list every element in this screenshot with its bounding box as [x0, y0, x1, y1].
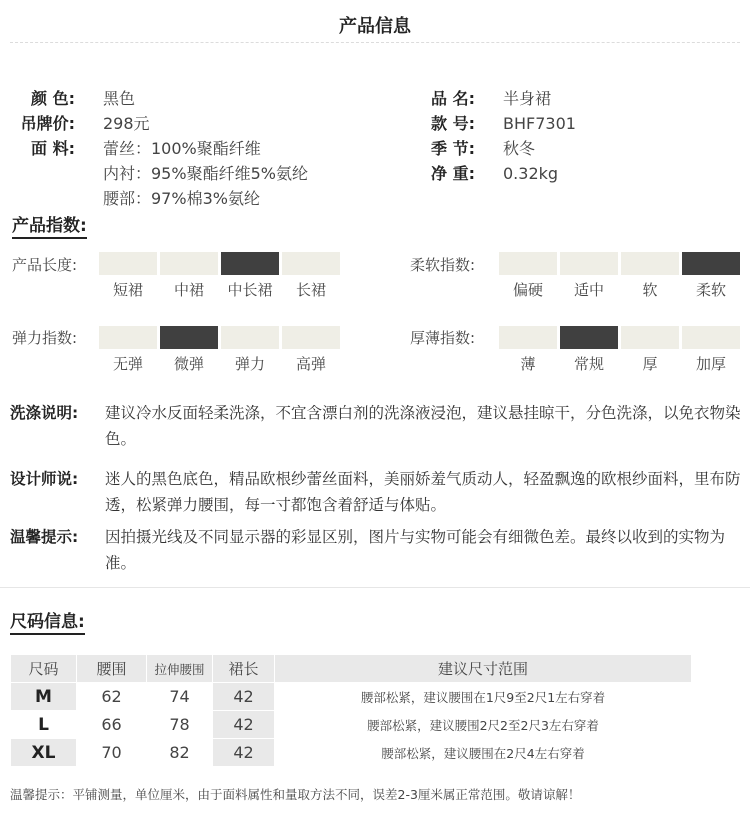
header-stretch-waist: 拉伸腰围	[147, 655, 213, 683]
fabric-line-waist: 腰部：97%棉3%氨纶	[103, 189, 260, 208]
style-no-label: 款 号:	[431, 114, 475, 133]
size-title: 尺码信息:	[10, 607, 85, 635]
size-footnote: 温馨提示：平铺测量，单位厘米，由于面料属性和量取方法不同，误差2-3厘米属正常范围。敬请谅解！	[10, 787, 581, 802]
length-box-4	[282, 252, 340, 275]
fabric-line-lace: 蕾丝：100%聚酯纤维	[103, 139, 261, 158]
tips-text: 因拍摄光线及不同显示器的彩显区别，图片与实物可能会有细微色差。最终以收到的实物为准。	[105, 528, 726, 572]
softness-box-3	[621, 252, 679, 275]
style-no-value: BHF7301	[503, 114, 576, 133]
row-note: 腰部松紧，建议腰围在1尺9至2尺1左右穿着	[275, 683, 692, 711]
tips-note	[10, 524, 750, 576]
designer-label: 设计师说:	[10, 470, 79, 488]
size-table	[10, 654, 692, 767]
softness-option-3: 软	[642, 281, 658, 299]
length-option-2: 中裙	[173, 281, 204, 299]
row-length: 42	[213, 739, 275, 767]
length-box-1	[99, 252, 157, 275]
washing-text: 建议冷水反面轻柔洗涤，不宜含漂白剂的洗涤液浸泡，建议悬挂晾干，分色洗涤，以免衣物染色。	[105, 404, 741, 448]
page-title: 产品信息	[339, 16, 411, 37]
table-row	[11, 683, 692, 711]
length-option-1: 短裙	[112, 281, 143, 299]
softness-box-1	[499, 252, 557, 275]
softness-label: 柔软指数:	[410, 256, 476, 274]
row-waist: 62	[77, 683, 147, 711]
fabric-label: 面 料:	[31, 139, 75, 158]
thickness-option-3: 厚	[642, 355, 658, 373]
name-value: 半身裙	[503, 89, 552, 108]
softness-box-4	[682, 252, 740, 275]
softness-option-4: 柔软	[695, 281, 726, 299]
row-length: 42	[213, 711, 275, 739]
designer-note	[10, 466, 750, 518]
header-range: 建议尺寸范围	[275, 655, 692, 683]
table-row	[11, 739, 692, 767]
row-size: XL	[11, 739, 77, 767]
indices-title: 产品指数:	[12, 211, 87, 239]
length-option-4: 长裙	[295, 281, 326, 299]
tips-label: 温馨提示:	[10, 528, 79, 546]
season-value: 秋冬	[503, 139, 536, 158]
price-value: 298元	[103, 114, 150, 133]
header-waist: 腰围	[77, 655, 147, 683]
thickness-option-1: 薄	[520, 355, 536, 373]
thickness-box-1	[499, 326, 557, 349]
length-box-3	[221, 252, 279, 275]
thickness-box-4	[682, 326, 740, 349]
name-label: 品 名:	[431, 89, 475, 108]
elasticity-box-4	[282, 326, 340, 349]
weight-label: 净 重:	[431, 164, 475, 183]
elasticity-label: 弹力指数:	[12, 329, 78, 347]
softness-option-1: 偏硬	[512, 281, 543, 299]
weight-value: 0.32kg	[503, 164, 559, 183]
info-left	[0, 87, 380, 212]
row-length: 42	[213, 683, 275, 711]
row-note: 腰部松紧，建议腰围2尺2至2尺3左右穿着	[275, 711, 692, 739]
header-skirt-length: 裙长	[213, 655, 275, 683]
table-row	[11, 711, 692, 739]
elasticity-option-4: 高弹	[295, 355, 326, 373]
info-right	[400, 87, 740, 187]
row-stretch: 82	[147, 739, 213, 767]
row-waist: 70	[77, 739, 147, 767]
elasticity-box-2	[160, 326, 218, 349]
thickness-option-4: 加厚	[695, 355, 726, 373]
row-stretch: 74	[147, 683, 213, 711]
row-size: L	[11, 711, 77, 739]
thickness-box-2	[560, 326, 618, 349]
season-label: 季 节:	[431, 139, 475, 158]
color-value: 黑色	[103, 89, 136, 108]
washing-label: 洗涤说明:	[10, 404, 79, 422]
thickness-option-2: 常规	[573, 355, 604, 373]
row-stretch: 78	[147, 711, 213, 739]
elasticity-option-3: 弹力	[234, 355, 265, 373]
softness-option-2: 适中	[573, 281, 604, 299]
row-note: 腰部松紧，建议腰围在2尺4左右穿着	[275, 739, 692, 767]
elasticity-option-1: 无弹	[112, 355, 143, 373]
size-table-header	[11, 655, 692, 683]
title-divider	[10, 42, 740, 43]
elasticity-box-1	[99, 326, 157, 349]
row-waist: 66	[77, 711, 147, 739]
section-divider	[0, 587, 750, 588]
elasticity-option-2: 微弹	[173, 355, 204, 373]
length-box-2	[160, 252, 218, 275]
thickness-box-3	[621, 326, 679, 349]
row-size: M	[11, 683, 77, 711]
designer-text: 迷人的黑色底色，精品欧根纱蕾丝面料，美丽娇羞气质动人，轻盈飘逸的欧根纱面料，里布防透，松紧弹力腰围，每一寸都饱含着舒适与体贴。	[105, 470, 741, 514]
length-option-3: 中长裙	[227, 281, 273, 299]
washing-note	[10, 400, 750, 452]
elasticity-box-3	[221, 326, 279, 349]
header-size: 尺码	[11, 655, 77, 683]
length-label: 产品长度:	[12, 256, 78, 274]
price-label: 吊牌价:	[20, 114, 75, 133]
softness-box-2	[560, 252, 618, 275]
color-label: 颜 色:	[31, 89, 75, 108]
fabric-line-lining: 内衬：95%聚酯纤维5%氨纶	[103, 164, 308, 183]
thickness-label: 厚薄指数:	[410, 329, 476, 347]
